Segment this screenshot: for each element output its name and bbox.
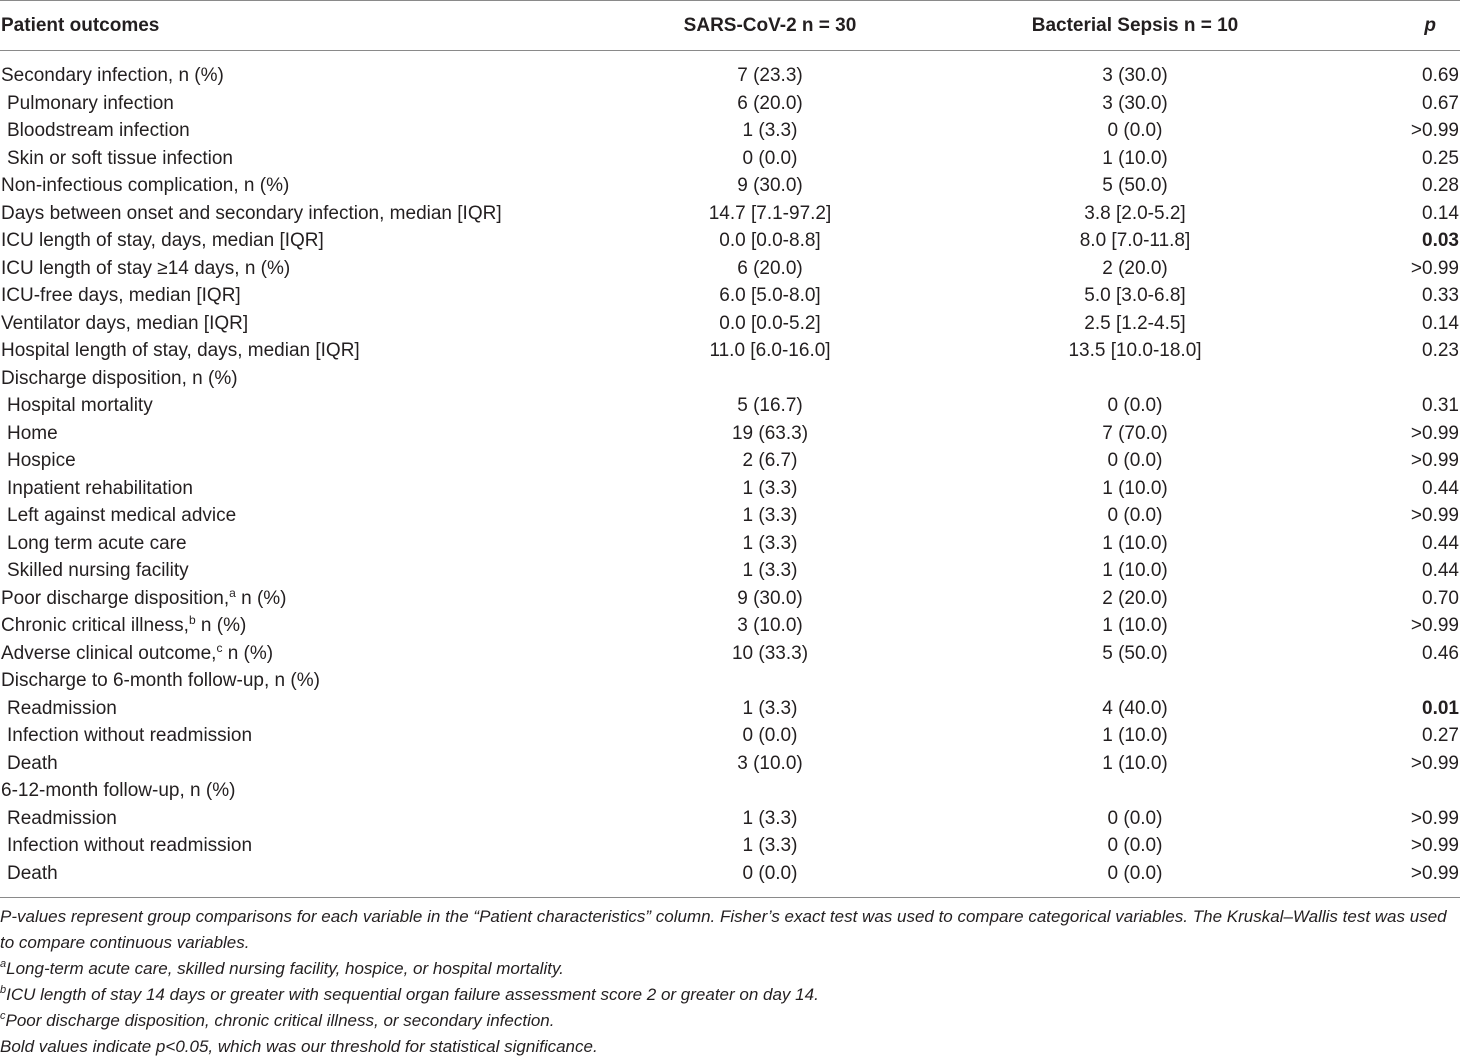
row-label: [1, 172, 289, 200]
row-label-text: Poor discharge disposition,: [1, 587, 230, 609]
row-label: [1, 282, 241, 310]
row-label-text: Death: [7, 862, 58, 884]
row-label: [1, 365, 238, 393]
bacterial-sepsis-value: 1 (10.0): [1102, 725, 1168, 746]
row-label: [1, 337, 360, 365]
table-row: [0, 420, 1460, 448]
footnote: [0, 956, 1460, 982]
table-row: [0, 200, 1460, 228]
table-row: [0, 447, 1460, 475]
p-value: 0.28: [1422, 175, 1459, 196]
row-label: [7, 90, 174, 118]
row-label-text: Infection without readmission: [7, 835, 253, 856]
bacterial-sepsis-value: 0 (0.0): [1107, 120, 1163, 141]
row-label: [7, 722, 252, 750]
footnote-marker: a: [229, 585, 236, 600]
bacterial-sepsis-value: 5 (50.0): [1102, 642, 1168, 664]
bacterial-sepsis-value: 0 (0.0): [1107, 450, 1163, 471]
row-label: [7, 145, 233, 173]
header-p-value: p: [1424, 15, 1436, 36]
p-value: 0.70: [1422, 587, 1459, 609]
table-bottom-rule: [0, 897, 1460, 898]
row-label-suffix: n (%): [222, 642, 274, 664]
sars-cov-2-value: 19 (63.3): [731, 422, 809, 444]
p-value: >0.99: [1410, 752, 1459, 774]
sars-cov-2-value: 1 (3.3): [742, 477, 798, 499]
table-row: [0, 392, 1460, 420]
row-label: [7, 530, 187, 558]
bacterial-sepsis-value: 3 (30.0): [1102, 65, 1168, 86]
row-label-text: Pulmonary infection: [7, 92, 174, 114]
bacterial-sepsis-value: 5 (50.0): [1102, 175, 1168, 196]
row-label-text: Hospital mortality: [7, 395, 153, 416]
p-value: >0.99: [1410, 257, 1459, 279]
table-row: [0, 612, 1460, 640]
table-row: [0, 227, 1460, 255]
bacterial-sepsis-value: 1 (10.0): [1102, 147, 1168, 169]
table-row: [0, 557, 1460, 585]
bacterial-sepsis-value: 0 (0.0): [1107, 505, 1163, 526]
sars-cov-2-value: 9 (30.0): [737, 587, 803, 609]
row-label: [7, 447, 76, 475]
bacterial-sepsis-value: 5.0 [3.0-6.8]: [1084, 285, 1186, 306]
sars-cov-2-value: 3 (10.0): [737, 615, 803, 636]
bacterial-sepsis-value: 2 (20.0): [1102, 257, 1168, 279]
table-row: [0, 750, 1460, 778]
bacterial-sepsis-value: 3 (30.0): [1102, 92, 1168, 114]
bacterial-sepsis-value: 13.5 [10.0-18.0]: [1068, 340, 1202, 361]
sars-cov-2-value: 1 (3.3): [742, 835, 798, 856]
row-label-text: Death: [7, 752, 58, 774]
p-value: >0.99: [1410, 835, 1459, 856]
row-label-text: Skin or soft tissue infection: [7, 147, 233, 169]
p-value: 0.44: [1422, 477, 1459, 499]
row-label: [1, 62, 224, 90]
header-sars-cov-2: SARS-CoV-2 n = 30: [683, 15, 857, 36]
sars-cov-2-value: 0.0 [0.0-5.2]: [719, 312, 821, 334]
table-body: [0, 62, 1460, 887]
row-label-suffix: n (%): [235, 587, 287, 609]
bacterial-sepsis-value: 1 (10.0): [1102, 560, 1168, 581]
row-label: [7, 475, 193, 503]
table-row: [0, 832, 1460, 860]
row-label: [1, 667, 320, 695]
bacterial-sepsis-value: 4 (40.0): [1102, 697, 1168, 719]
table-row: [0, 475, 1460, 503]
footnote-text: ICU length of stay 14 days or greater with sequential organ failure assessment score 2 or greater on day 14.: [6, 985, 819, 1004]
table-row: [0, 255, 1460, 283]
row-label-text: Inpatient rehabilitation: [7, 477, 193, 499]
row-label-text: ICU-free days, median [IQR]: [1, 285, 241, 306]
row-label: [7, 860, 58, 888]
p-value: 0.27: [1422, 725, 1459, 746]
bacterial-sepsis-value: 0 (0.0): [1107, 835, 1163, 856]
p-value: 0.67: [1422, 92, 1459, 114]
footnote-marker: b: [188, 613, 196, 627]
footnote: [0, 1008, 1460, 1034]
p-value: >0.99: [1410, 450, 1459, 471]
p-value: 0.33: [1422, 285, 1459, 306]
sars-cov-2-value: 1 (3.3): [742, 532, 798, 554]
row-label-text: Ventilator days, median [IQR]: [1, 312, 249, 334]
footnote-mark: b: [0, 984, 7, 996]
row-label: [7, 557, 189, 585]
footnote-mark: a: [0, 958, 7, 970]
table-row: [0, 695, 1460, 723]
table-row: [0, 722, 1460, 750]
row-label: [1, 612, 246, 640]
bacterial-sepsis-value: 1 (10.0): [1102, 752, 1168, 774]
row-label: [7, 392, 153, 420]
bacterial-sepsis-value: 0 (0.0): [1107, 862, 1163, 884]
bacterial-sepsis-value: 8.0 [7.0-11.8]: [1079, 230, 1191, 251]
row-label-text: Long term acute care: [7, 532, 187, 554]
bacterial-sepsis-value: 0 (0.0): [1107, 807, 1163, 829]
table-row: [0, 117, 1460, 145]
table-row: [0, 310, 1460, 338]
row-label-text: 6-12-month follow-up, n (%): [1, 780, 236, 801]
sars-cov-2-value: 1 (3.3): [742, 120, 798, 141]
bacterial-sepsis-value: 1 (10.0): [1102, 532, 1168, 554]
sars-cov-2-value: 0.0 [0.0-8.8]: [719, 230, 821, 251]
table-row: [0, 530, 1460, 558]
table-row: [0, 365, 1460, 393]
row-label: [7, 750, 58, 778]
table-header-rule: [0, 50, 1460, 51]
pvalue-note: P-values represent group comparisons for each variable in the “Patient characteristics” column. Fisher’s exact test was used to compare categorical variables. The Kruskal–Wallis test was used to compare continuous variables.: [0, 907, 1447, 952]
row-label-text: ICU length of stay ≥14 days, n (%): [1, 257, 291, 279]
row-label-suffix: n (%): [195, 615, 247, 636]
sars-cov-2-value: 11.0 [6.0-16.0]: [709, 340, 831, 361]
sars-cov-2-value: 0 (0.0): [742, 725, 798, 746]
sars-cov-2-value: 6 (20.0): [737, 92, 803, 114]
footnote-text: Long-term acute care, skilled nursing facility, hospice, or hospital mortality.: [6, 959, 564, 978]
table-row: [0, 860, 1460, 888]
p-value: 0.14: [1422, 312, 1459, 334]
sars-cov-2-value: 0 (0.0): [742, 862, 798, 884]
sars-cov-2-value: 6 (20.0): [737, 257, 803, 279]
bacterial-sepsis-value: 7 (70.0): [1102, 422, 1168, 444]
bacterial-sepsis-value: 0 (0.0): [1107, 395, 1163, 416]
sars-cov-2-value: 10 (33.3): [731, 642, 809, 664]
p-value: >0.99: [1410, 422, 1459, 444]
table-row: [0, 502, 1460, 530]
row-label: [7, 832, 252, 860]
row-label: [7, 502, 236, 530]
table-row: [0, 337, 1460, 365]
table-row: [0, 805, 1460, 833]
bacterial-sepsis-value: 1 (10.0): [1102, 477, 1168, 499]
sars-cov-2-value: 5 (16.7): [737, 395, 803, 416]
p-value: 0.03: [1422, 230, 1459, 251]
row-label-text: Chronic critical illness,: [1, 615, 189, 636]
sars-cov-2-value: 1 (3.3): [742, 807, 798, 829]
bacterial-sepsis-value: 2.5 [1.2-4.5]: [1084, 312, 1186, 334]
p-value: 0.23: [1422, 340, 1459, 361]
row-label: [7, 695, 117, 723]
row-label: [7, 117, 190, 145]
table-row: [0, 145, 1460, 173]
p-value: >0.99: [1410, 120, 1459, 141]
row-label-text: Skilled nursing facility: [7, 560, 189, 581]
row-label: [1, 777, 235, 805]
row-label: [1, 200, 502, 228]
bold-values-note: Bold values indicate p<0.05, which was our threshold for statistical significance.: [0, 1037, 598, 1056]
table-row: [0, 585, 1460, 613]
table-row: [0, 282, 1460, 310]
row-label-text: Secondary infection, n (%): [1, 65, 224, 86]
sars-cov-2-value: 1 (3.3): [742, 505, 798, 526]
bacterial-sepsis-value: 2 (20.0): [1102, 587, 1168, 609]
bacterial-sepsis-value: 1 (10.0): [1102, 615, 1168, 636]
table-row: [0, 640, 1460, 668]
row-label: [7, 420, 58, 448]
footnote-text: Poor discharge disposition, chronic critical illness, or secondary infection.: [5, 1011, 555, 1030]
row-label-text: Discharge disposition, n (%): [1, 367, 238, 389]
bacterial-sepsis-value: 3.8 [2.0-5.2]: [1084, 202, 1186, 224]
header-patient-outcomes: Patient outcomes: [1, 15, 160, 36]
row-label-text: ICU length of stay, days, median [IQR]: [1, 230, 324, 251]
row-label-text: Discharge to 6-month follow-up, n (%): [1, 670, 320, 691]
footnote-mark: c: [0, 1010, 6, 1022]
table-header: [0, 0, 1460, 50]
row-label: [1, 255, 290, 283]
row-label: [7, 805, 117, 833]
sars-cov-2-value: 2 (6.7): [742, 450, 798, 471]
table-notes: [0, 904, 1460, 1060]
p-value: 0.44: [1422, 560, 1459, 581]
row-label-text: Days between onset and secondary infection, median [IQR]: [1, 202, 502, 224]
row-label-text: Home: [7, 422, 58, 444]
sars-cov-2-value: 3 (10.0): [737, 752, 803, 774]
footnote-marker: c: [216, 640, 223, 655]
p-value: 0.31: [1422, 395, 1459, 416]
table-row: [0, 667, 1460, 695]
row-label: [1, 310, 248, 338]
table-row: [0, 62, 1460, 90]
row-label-text: Readmission: [7, 697, 117, 719]
row-label-text: Infection without readmission: [7, 725, 253, 746]
sars-cov-2-value: 1 (3.3): [742, 697, 798, 719]
sars-cov-2-value: 9 (30.0): [737, 175, 803, 196]
row-label-text: Hospital length of stay, days, median [IQR]: [1, 340, 360, 361]
table-row: [0, 90, 1460, 118]
sars-cov-2-value: 0 (0.0): [742, 147, 798, 169]
row-label-text: Non-infectious complication, n (%): [1, 175, 290, 196]
p-value: >0.99: [1410, 505, 1459, 526]
p-value: 0.69: [1422, 65, 1459, 86]
sars-cov-2-value: 14.7 [7.1-97.2]: [708, 202, 832, 224]
row-label-text: Hospice: [7, 450, 76, 471]
p-value: 0.44: [1422, 532, 1459, 554]
row-label: [1, 640, 273, 668]
p-value: 0.14: [1422, 202, 1459, 224]
p-value: 0.01: [1422, 697, 1459, 719]
table-row: [0, 777, 1460, 805]
p-value: >0.99: [1410, 807, 1459, 829]
p-value: 0.25: [1422, 147, 1459, 169]
p-value: 0.46: [1422, 642, 1459, 664]
header-bacterial-sepsis: Bacterial Sepsis n = 10: [1031, 15, 1239, 36]
row-label-text: Adverse clinical outcome,: [1, 642, 217, 664]
row-label-text: Readmission: [7, 807, 117, 829]
footnote: [0, 982, 1460, 1008]
row-label: [1, 585, 287, 613]
p-value: >0.99: [1410, 862, 1459, 884]
row-label-text: Bloodstream infection: [7, 120, 190, 141]
row-label: [1, 227, 324, 255]
sars-cov-2-value: 7 (23.3): [737, 65, 803, 86]
sars-cov-2-value: 6.0 [5.0-8.0]: [719, 285, 821, 306]
table-row: [0, 172, 1460, 200]
row-label-text: Left against medical advice: [7, 505, 237, 526]
sars-cov-2-value: 1 (3.3): [742, 560, 798, 581]
footnote-list: [0, 956, 1460, 1034]
p-value: >0.99: [1410, 615, 1459, 636]
